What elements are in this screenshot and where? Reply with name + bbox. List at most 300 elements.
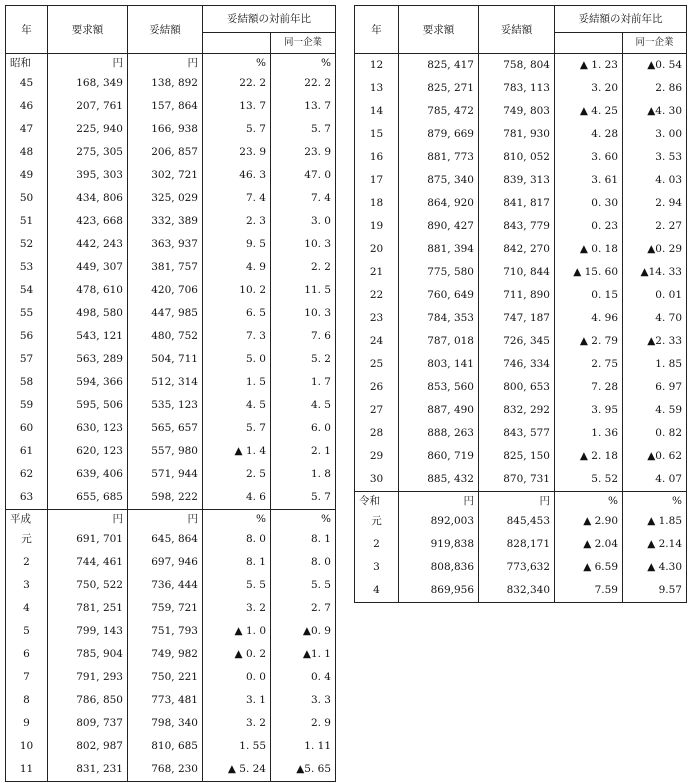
same-company-cell: ▲1. 1	[271, 643, 336, 666]
settled-cell: 736, 444	[128, 574, 203, 597]
wage-table-left	[5, 5, 336, 782]
demand-cell: 543, 121	[48, 325, 128, 348]
same-company-cell: 3. 00	[623, 123, 687, 146]
demand-cell: 750, 522	[48, 574, 128, 597]
year-cell: 26	[355, 376, 399, 399]
unit-yen: 円	[128, 510, 203, 529]
same-company-cell: 5. 5	[271, 574, 336, 597]
table-row	[6, 164, 336, 187]
demand-cell: 879, 669	[399, 123, 479, 146]
same-company-cell: ▲0. 29	[623, 238, 687, 261]
year-cell: 11	[6, 758, 48, 782]
same-company-cell: 13. 7	[271, 95, 336, 118]
year-cell: 27	[355, 399, 399, 422]
year-cell: 13	[355, 77, 399, 100]
yoy-cell: 3. 1	[203, 689, 271, 712]
yoy-cell: 7. 3	[203, 325, 271, 348]
same-company-cell: 5. 7	[271, 118, 336, 141]
year-cell: 61	[6, 440, 48, 463]
header-settled: 妥結額	[128, 6, 203, 54]
year-cell: 14	[355, 100, 399, 123]
same-company-cell: ▲ 4.30	[623, 556, 687, 579]
table-row	[355, 169, 687, 192]
yoy-cell: 1. 55	[203, 735, 271, 758]
same-company-cell: 2. 86	[623, 77, 687, 100]
demand-cell: 691, 701	[48, 528, 128, 551]
same-company-cell: 47. 0	[271, 164, 336, 187]
same-company-cell: 11. 5	[271, 279, 336, 302]
demand-cell: 449, 307	[48, 256, 128, 279]
settled-cell: 598, 222	[128, 486, 203, 510]
same-company-cell: 4. 07	[623, 468, 687, 492]
same-company-cell: ▲0. 9	[271, 620, 336, 643]
yoy-cell: 1. 5	[203, 371, 271, 394]
era-unit-row	[6, 510, 336, 529]
settled-cell: 746, 334	[479, 353, 555, 376]
header-yoy-blank	[203, 33, 271, 54]
settled-cell: 828,171	[479, 533, 555, 556]
settled-cell: 710, 844	[479, 261, 555, 284]
year-cell: 21	[355, 261, 399, 284]
demand-cell: 887, 490	[399, 399, 479, 422]
yoy-cell: 5. 0	[203, 348, 271, 371]
same-company-cell: 0. 01	[623, 284, 687, 307]
settled-cell: 512, 314	[128, 371, 203, 394]
yoy-cell: 0. 23	[555, 215, 623, 238]
demand-cell: 225, 940	[48, 118, 128, 141]
settled-cell: 870, 731	[479, 468, 555, 492]
table-row	[6, 735, 336, 758]
same-company-cell: 0. 4	[271, 666, 336, 689]
table-header	[6, 6, 336, 54]
table-row	[6, 574, 336, 597]
table-row	[6, 758, 336, 782]
table-row	[6, 620, 336, 643]
same-company-cell: 1. 8	[271, 463, 336, 486]
yoy-cell: 0. 0	[203, 666, 271, 689]
table-row	[355, 284, 687, 307]
year-cell: 58	[6, 371, 48, 394]
yoy-cell: 3. 2	[203, 712, 271, 735]
settled-cell: 825, 150	[479, 445, 555, 468]
demand-cell: 885, 432	[399, 468, 479, 492]
year-cell: 9	[6, 712, 48, 735]
year-cell: 57	[6, 348, 48, 371]
year-cell: 10	[6, 735, 48, 758]
same-company-cell: 2. 2	[271, 256, 336, 279]
header-yoy-blank	[555, 33, 623, 54]
demand-cell: 655, 685	[48, 486, 128, 510]
settled-cell: 363, 937	[128, 233, 203, 256]
demand-cell: 888, 263	[399, 422, 479, 445]
settled-cell: 842, 270	[479, 238, 555, 261]
year-cell: 63	[6, 486, 48, 510]
year-cell: 7	[6, 666, 48, 689]
same-company-cell: 0. 82	[623, 422, 687, 445]
table-row	[6, 666, 336, 689]
year-cell: 3	[6, 574, 48, 597]
header-year: 年	[6, 6, 48, 54]
unit-percent: %	[271, 510, 336, 529]
same-company-cell: 8. 1	[271, 528, 336, 551]
demand-cell: 785, 904	[48, 643, 128, 666]
demand-cell: 787, 018	[399, 330, 479, 353]
yoy-cell: 3. 61	[555, 169, 623, 192]
table-row	[355, 353, 687, 376]
settled-cell: 810, 052	[479, 146, 555, 169]
yoy-cell: 5. 7	[203, 417, 271, 440]
unit-yen: 円	[48, 54, 128, 73]
header-yoy: 妥結額の対前年比	[555, 6, 687, 33]
era-label: 令和	[355, 492, 399, 511]
same-company-cell: 5. 7	[271, 486, 336, 510]
settled-cell: 711, 890	[479, 284, 555, 307]
demand-cell: 207, 761	[48, 95, 128, 118]
wage-table-right	[354, 5, 687, 603]
same-company-cell: ▲ 2.14	[623, 533, 687, 556]
table-row	[6, 689, 336, 712]
demand-cell: 864, 920	[399, 192, 479, 215]
table-row	[355, 468, 687, 492]
same-company-cell: 4. 5	[271, 394, 336, 417]
same-company-cell: 2. 7	[271, 597, 336, 620]
demand-cell: 784, 353	[399, 307, 479, 330]
same-company-cell: 9.57	[623, 579, 687, 603]
header-demand: 要求額	[399, 6, 479, 54]
settled-cell: 832,340	[479, 579, 555, 603]
yoy-cell: 2. 3	[203, 210, 271, 233]
demand-cell: 434, 806	[48, 187, 128, 210]
year-cell: 59	[6, 394, 48, 417]
demand-cell: 831, 231	[48, 758, 128, 782]
same-company-cell: 7. 4	[271, 187, 336, 210]
demand-cell: 875, 340	[399, 169, 479, 192]
year-cell: 2	[355, 533, 399, 556]
year-cell: 元	[355, 510, 399, 533]
yoy-cell: ▲ 1. 23	[555, 54, 623, 78]
same-company-cell: 1. 7	[271, 371, 336, 394]
year-cell: 20	[355, 238, 399, 261]
header-settled: 妥結額	[479, 6, 555, 54]
settled-cell: 480, 752	[128, 325, 203, 348]
yoy-cell: ▲ 4. 25	[555, 100, 623, 123]
table-row	[6, 118, 336, 141]
yoy-cell: 2. 5	[203, 463, 271, 486]
same-company-cell: 4. 03	[623, 169, 687, 192]
settled-cell: 504, 711	[128, 348, 203, 371]
table-row	[355, 422, 687, 445]
year-cell: 51	[6, 210, 48, 233]
year-cell: 元	[6, 528, 48, 551]
table-row	[355, 399, 687, 422]
settled-cell: 565, 657	[128, 417, 203, 440]
yoy-cell: ▲ 15. 60	[555, 261, 623, 284]
table-row	[6, 712, 336, 735]
same-company-cell: 10. 3	[271, 302, 336, 325]
yoy-cell: ▲ 0. 18	[555, 238, 623, 261]
same-company-cell: 6. 97	[623, 376, 687, 399]
year-cell: 28	[355, 422, 399, 445]
demand-cell: 853, 560	[399, 376, 479, 399]
unit-yen: 円	[479, 492, 555, 511]
demand-cell: 919,838	[399, 533, 479, 556]
era-label: 平成	[6, 510, 48, 529]
table-row	[6, 233, 336, 256]
demand-cell: 775, 580	[399, 261, 479, 284]
settled-cell: 535, 123	[128, 394, 203, 417]
same-company-cell: 1. 11	[271, 735, 336, 758]
year-cell: 52	[6, 233, 48, 256]
table-row	[6, 371, 336, 394]
table-row	[6, 210, 336, 233]
year-cell: 62	[6, 463, 48, 486]
yoy-cell: 13. 7	[203, 95, 271, 118]
demand-cell: 498, 580	[48, 302, 128, 325]
settled-cell: 749, 982	[128, 643, 203, 666]
table-row	[6, 302, 336, 325]
yoy-cell: 5. 5	[203, 574, 271, 597]
demand-cell: 563, 289	[48, 348, 128, 371]
same-company-cell: 2. 94	[623, 192, 687, 215]
settled-cell: 781, 930	[479, 123, 555, 146]
yoy-cell: ▲ 1. 0	[203, 620, 271, 643]
same-company-cell: 5. 2	[271, 348, 336, 371]
same-company-cell: 10. 3	[271, 233, 336, 256]
demand-cell: 881, 394	[399, 238, 479, 261]
year-cell: 54	[6, 279, 48, 302]
unit-percent: %	[203, 54, 271, 73]
year-cell: 19	[355, 215, 399, 238]
yoy-cell: 10. 2	[203, 279, 271, 302]
table-row	[355, 445, 687, 468]
same-company-cell: 2. 9	[271, 712, 336, 735]
table-row	[6, 463, 336, 486]
demand-cell: 786, 850	[48, 689, 128, 712]
year-cell: 2	[6, 551, 48, 574]
demand-cell: 860, 719	[399, 445, 479, 468]
settled-cell: 758, 804	[479, 54, 555, 78]
year-cell: 17	[355, 169, 399, 192]
year-cell: 46	[6, 95, 48, 118]
year-cell: 56	[6, 325, 48, 348]
table-row	[355, 77, 687, 100]
settled-cell: 166, 938	[128, 118, 203, 141]
table-row	[6, 440, 336, 463]
demand-cell: 825, 417	[399, 54, 479, 78]
demand-cell: 781, 251	[48, 597, 128, 620]
settled-cell: 783, 113	[479, 77, 555, 100]
demand-cell: 442, 243	[48, 233, 128, 256]
yoy-cell: 3. 95	[555, 399, 623, 422]
yoy-cell: 7. 28	[555, 376, 623, 399]
year-cell: 4	[6, 597, 48, 620]
yoy-cell: 8. 1	[203, 551, 271, 574]
yoy-cell: 0. 15	[555, 284, 623, 307]
table-row	[355, 123, 687, 146]
yoy-cell: ▲ 5. 24	[203, 758, 271, 782]
unit-percent: %	[203, 510, 271, 529]
same-company-cell: 4. 59	[623, 399, 687, 422]
demand-cell: 803, 141	[399, 353, 479, 376]
same-company-cell: 1. 85	[623, 353, 687, 376]
unit-yen: 円	[48, 510, 128, 529]
year-cell: 16	[355, 146, 399, 169]
demand-cell: 892,003	[399, 510, 479, 533]
demand-cell: 595, 506	[48, 394, 128, 417]
table-header	[355, 6, 687, 54]
yoy-cell: 9. 5	[203, 233, 271, 256]
settled-cell: 843, 779	[479, 215, 555, 238]
year-cell: 50	[6, 187, 48, 210]
same-company-cell: 3. 0	[271, 210, 336, 233]
year-cell: 5	[6, 620, 48, 643]
settled-cell: 420, 706	[128, 279, 203, 302]
table-row	[6, 72, 336, 95]
year-cell: 22	[355, 284, 399, 307]
demand-cell: 799, 143	[48, 620, 128, 643]
demand-cell: 890, 427	[399, 215, 479, 238]
settled-cell: 302, 721	[128, 164, 203, 187]
settled-cell: 751, 793	[128, 620, 203, 643]
same-company-cell: ▲2. 33	[623, 330, 687, 353]
header-demand: 要求額	[48, 6, 128, 54]
year-cell: 6	[6, 643, 48, 666]
settled-cell: 557, 980	[128, 440, 203, 463]
year-cell: 12	[355, 54, 399, 78]
year-cell: 15	[355, 123, 399, 146]
table-row	[6, 95, 336, 118]
settled-cell: 447, 985	[128, 302, 203, 325]
settled-cell: 645, 864	[128, 528, 203, 551]
table-row	[6, 643, 336, 666]
demand-cell: 785, 472	[399, 100, 479, 123]
settled-cell: 810, 685	[128, 735, 203, 758]
year-cell: 3	[355, 556, 399, 579]
yoy-cell: ▲ 2. 18	[555, 445, 623, 468]
demand-cell: 630, 123	[48, 417, 128, 440]
table-row	[6, 417, 336, 440]
settled-cell: 839, 313	[479, 169, 555, 192]
yoy-cell: 3. 2	[203, 597, 271, 620]
table-row	[355, 261, 687, 284]
settled-cell: 773,632	[479, 556, 555, 579]
table-row	[6, 597, 336, 620]
same-company-cell: 7. 6	[271, 325, 336, 348]
year-cell: 48	[6, 141, 48, 164]
year-cell: 45	[6, 72, 48, 95]
yoy-cell: 0. 30	[555, 192, 623, 215]
same-company-cell: ▲ 1.85	[623, 510, 687, 533]
era-label: 昭和	[6, 54, 48, 73]
yoy-cell: 4. 9	[203, 256, 271, 279]
settled-cell: 381, 757	[128, 256, 203, 279]
year-cell: 49	[6, 164, 48, 187]
same-company-cell: 3. 53	[623, 146, 687, 169]
settled-cell: 832, 292	[479, 399, 555, 422]
demand-cell: 808,836	[399, 556, 479, 579]
table-row	[6, 325, 336, 348]
table-row	[355, 510, 687, 533]
same-company-cell: ▲14. 33	[623, 261, 687, 284]
yoy-cell: 22. 2	[203, 72, 271, 95]
year-cell: 25	[355, 353, 399, 376]
yoy-cell: 4. 5	[203, 394, 271, 417]
settled-cell: 726, 345	[479, 330, 555, 353]
yoy-cell: 4. 96	[555, 307, 623, 330]
yoy-cell: ▲ 1. 4	[203, 440, 271, 463]
settled-cell: 750, 221	[128, 666, 203, 689]
settled-cell: 747, 187	[479, 307, 555, 330]
year-cell: 8	[6, 689, 48, 712]
settled-cell: 759, 721	[128, 597, 203, 620]
demand-cell: 620, 123	[48, 440, 128, 463]
table-row	[355, 192, 687, 215]
same-company-cell: 8. 0	[271, 551, 336, 574]
year-cell: 55	[6, 302, 48, 325]
settled-cell: 332, 389	[128, 210, 203, 233]
unit-percent: %	[623, 492, 687, 511]
settled-cell: 800, 653	[479, 376, 555, 399]
year-cell: 24	[355, 330, 399, 353]
header-same-company: 同一企業	[623, 33, 687, 54]
settled-cell: 845,453	[479, 510, 555, 533]
demand-cell: 275, 305	[48, 141, 128, 164]
yoy-cell: ▲ 2. 79	[555, 330, 623, 353]
demand-cell: 869,956	[399, 579, 479, 603]
settled-cell: 749, 803	[479, 100, 555, 123]
table-row	[6, 551, 336, 574]
settled-cell: 206, 857	[128, 141, 203, 164]
year-cell: 30	[355, 468, 399, 492]
table-row	[6, 528, 336, 551]
same-company-cell: 4. 70	[623, 307, 687, 330]
yoy-cell: 4. 6	[203, 486, 271, 510]
table-row	[6, 256, 336, 279]
year-cell: 47	[6, 118, 48, 141]
table-row	[6, 394, 336, 417]
table-row	[355, 215, 687, 238]
yoy-cell: ▲ 2.04	[555, 533, 623, 556]
same-company-cell: 2. 1	[271, 440, 336, 463]
demand-cell: 760, 649	[399, 284, 479, 307]
yoy-cell: 3. 60	[555, 146, 623, 169]
unit-yen: 円	[399, 492, 479, 511]
year-cell: 60	[6, 417, 48, 440]
settled-cell: 798, 340	[128, 712, 203, 735]
yoy-cell: 7.59	[555, 579, 623, 603]
demand-cell: 395, 303	[48, 164, 128, 187]
table-row	[355, 54, 687, 78]
same-company-cell: ▲0. 54	[623, 54, 687, 78]
settled-cell: 138, 892	[128, 72, 203, 95]
unit-percent: %	[271, 54, 336, 73]
table-body	[6, 54, 336, 782]
yoy-cell: 5. 7	[203, 118, 271, 141]
same-company-cell: 6. 0	[271, 417, 336, 440]
table-row	[6, 486, 336, 510]
year-cell: 53	[6, 256, 48, 279]
table-row	[355, 146, 687, 169]
yoy-cell: 5. 52	[555, 468, 623, 492]
yoy-cell: ▲ 0. 2	[203, 643, 271, 666]
yoy-cell: 7. 4	[203, 187, 271, 210]
settled-cell: 768, 230	[128, 758, 203, 782]
yoy-cell: 23. 9	[203, 141, 271, 164]
table-row	[355, 100, 687, 123]
same-company-cell: 23. 9	[271, 141, 336, 164]
same-company-cell: 22. 2	[271, 72, 336, 95]
year-cell: 4	[355, 579, 399, 603]
